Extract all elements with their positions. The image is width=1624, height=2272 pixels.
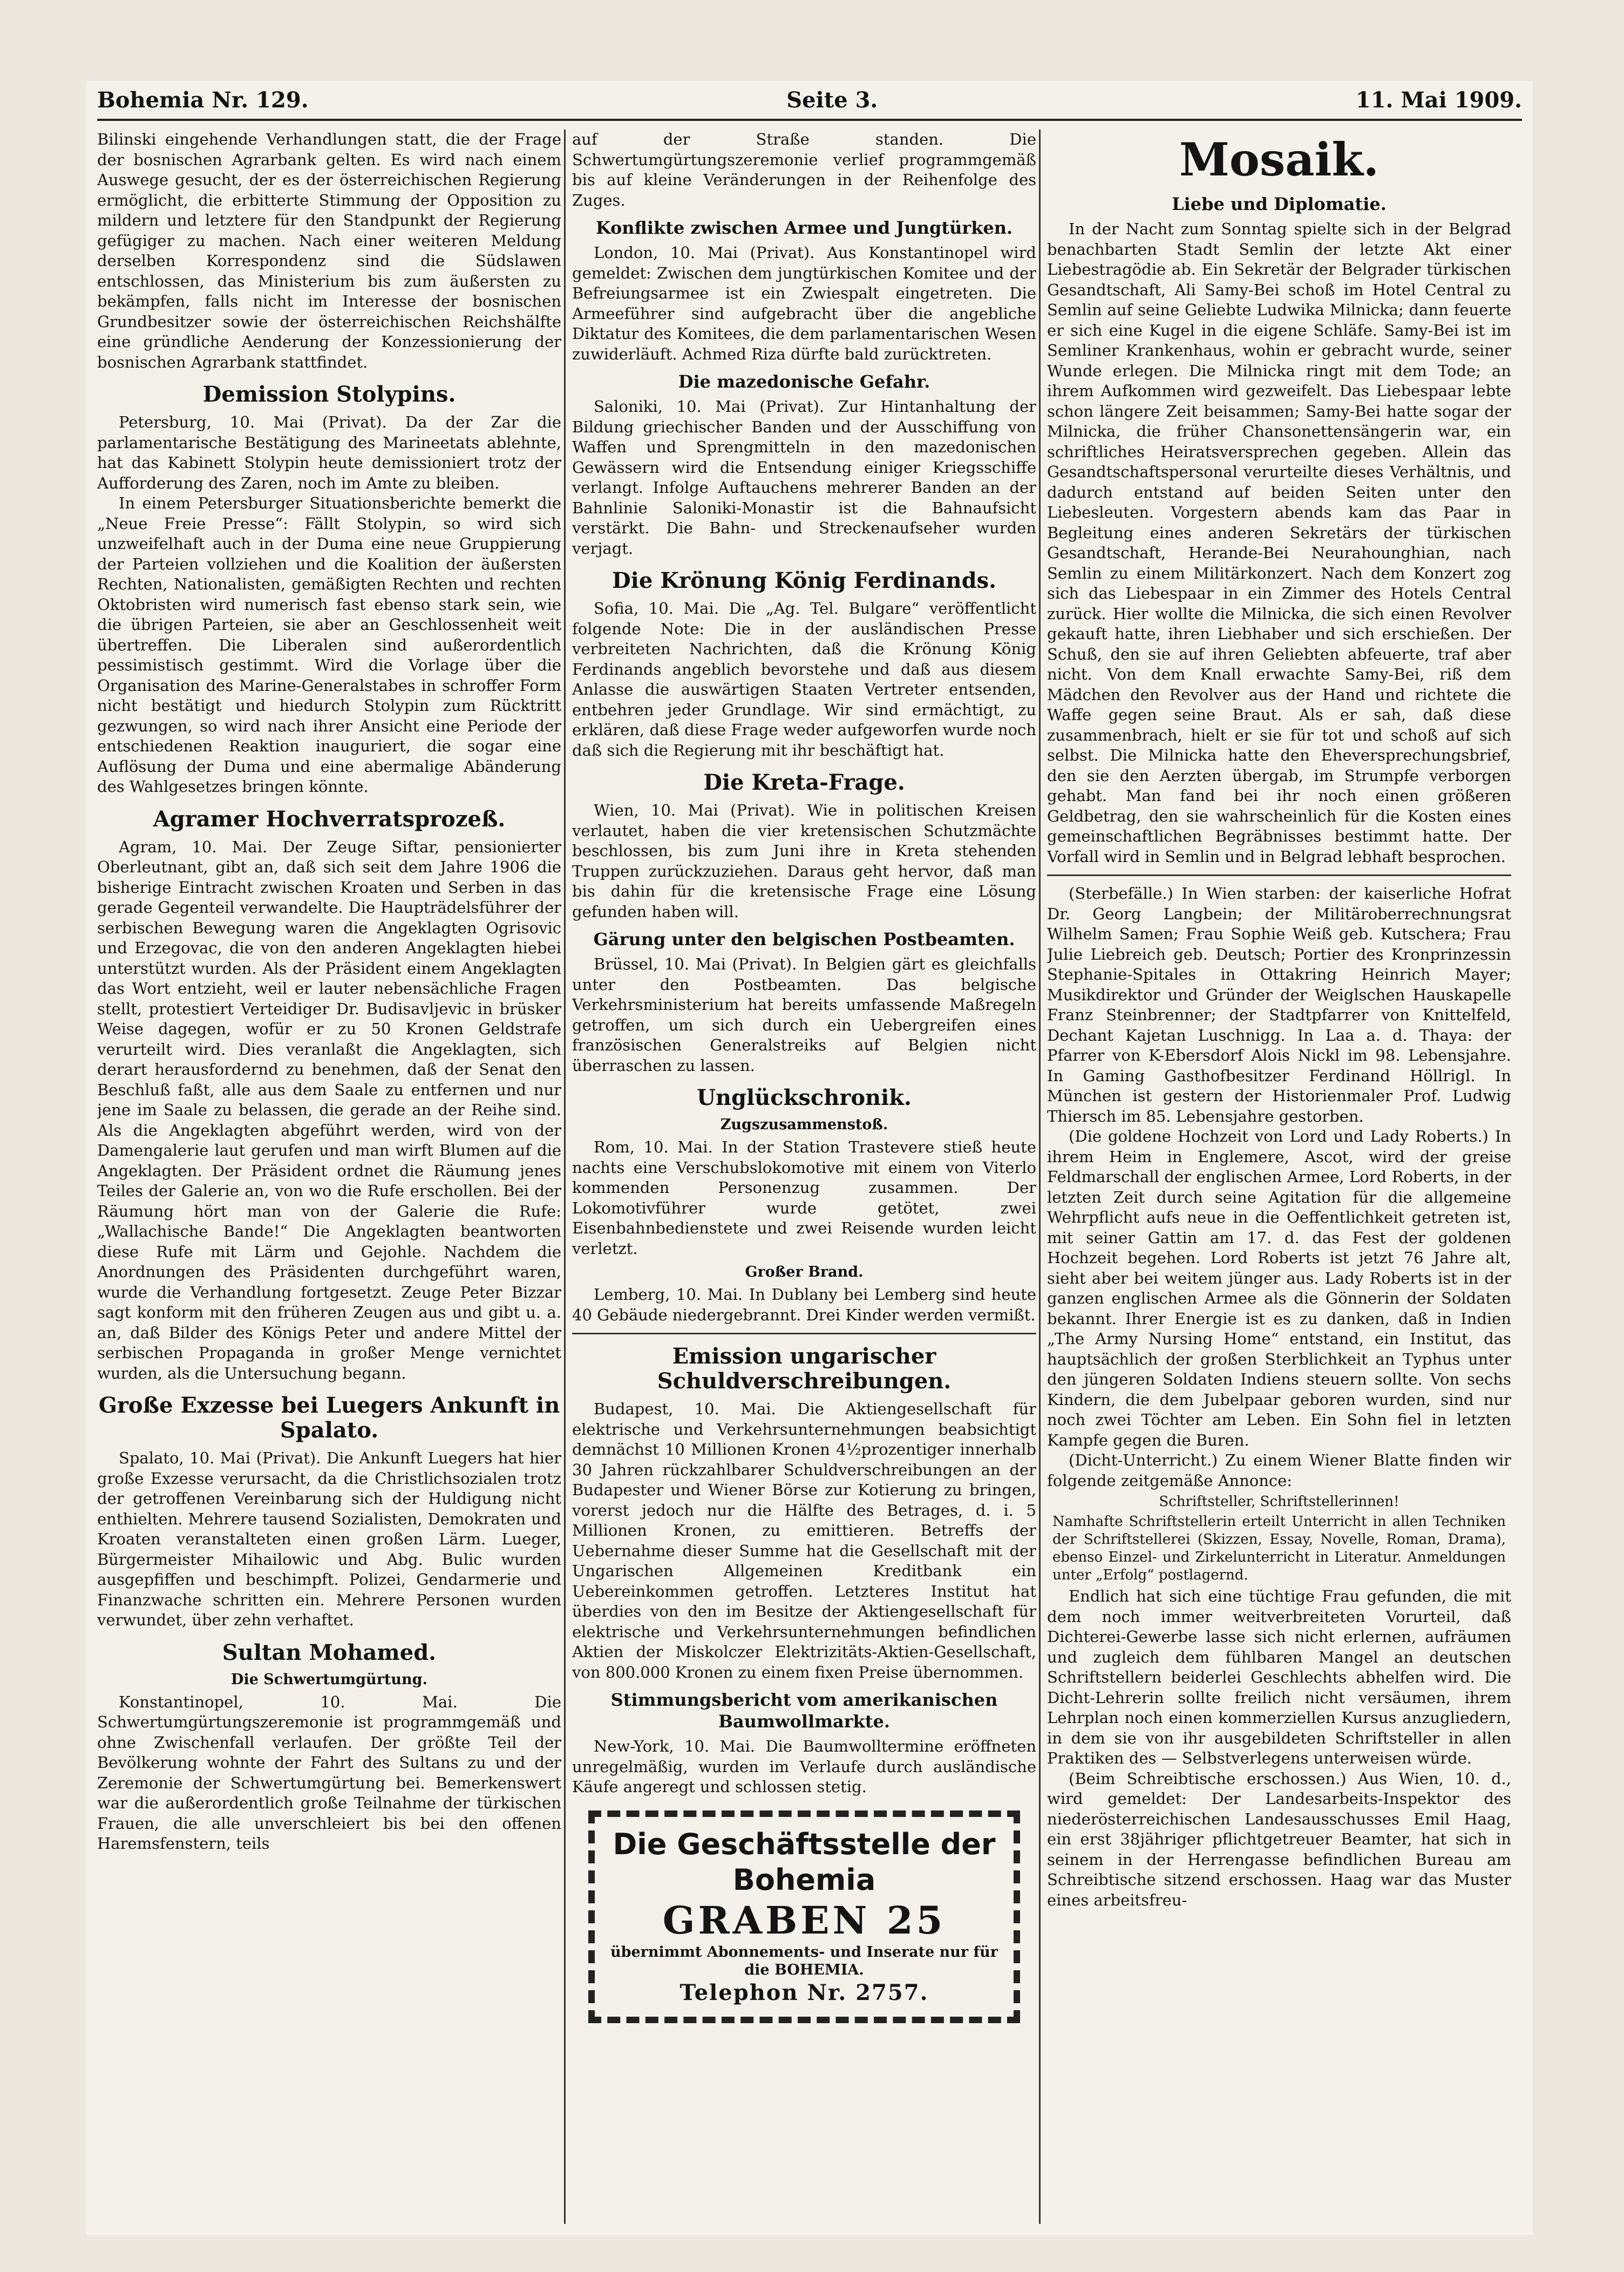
article-paragraph: Konstantinopel, 10. Mai. Die Schwertumgürtungszeremonie ist programmgemäß und ohne Zwischenfall verlaufen. Der größte Teil der Bevölkerung wohnte der Fahrt des Sultans zu und der Zeremonie der Schwertumgürtung bei. Bemerkenswert war die außerordentlich große Teilnahme der türkischen Frauen, die alle unverschleiert bis bei den offenen Haremsfenstern, teils [97, 1692, 561, 1853]
annonce-heading: Schriftsteller, Schriftstellerinnen! [1159, 1494, 1399, 1510]
subheadline-brand: Großer Brand. [745, 1264, 864, 1280]
headline-sultan: Sultan Mohamed. [222, 1639, 437, 1665]
article-paragraph: Endlich hat sich eine tüchtige Frau gefunden, die mit dem noch immer weitverbreiteten Vorurteil, daß Dichterei-Gewerbe lasse sich nicht erlernen, aufräumen und zugleich dem fühlbaren Mangel an deutschen Schriftstellern beiderlei Geschlechts abhelfen wird. Die Dicht-Lehrerin sollte freilich nicht versäumen, ihrem Lehrplan noch einen kommerziellen Kursus anzugliedern, in dem sie von ihr ausgebildeten Schriftsteller in allen Praktiken des — Selbstverlegens unterweisen würde. [1047, 1587, 1511, 1767]
article-paragraph: (Beim Schreibtische erschossen.) Aus Wien, 10. d., wird gemeldet: Der Landesarbeits-Inspektor des niederösterreichischen Landesausschusses Emil Haag, ein erst 38jähriger pflichtgetreuer Beamter, hat sich in seinem in der Herrengasse befindlichen Bureau am Schreibtische sitzend erschossen. Haag war das Muster eines arbeitsfreu- [1047, 1769, 1511, 1909]
headline-exzesse: Große Exzesse bei Luegers Ankunft in Spalato. [98, 1393, 560, 1443]
article-paragraph: Wien, 10. Mai (Privat). Wie in politischen Kreisen verlautet, haben die vier kretensischen Schutzmächte beschlossen, bis zum Juni ihre in Kreta stehenden Truppen zurückzuziehen. Daraus geht hervor, daß man bis dahin für die kretensische Frage eine Lösung gefunden haben will. [572, 801, 1036, 921]
headline-baumwolle: Stimmungsbericht vom amerikanischen Baumwollmarkte. [610, 1690, 998, 1732]
article-paragraph: Spalato, 10. Mai (Privat). Die Ankunft Luegers hat hier große Exzesse verursacht, da die Christlichsozialen trotz der getroffenen Vereinbarung sich der Huldigung nicht enthielten. Mehrere tausend Sozialisten, Demokraten und Kroaten veranstalteten einen großen Lärm. Lueger, Bürgermeister Mihailowic und Abg. Bulic wurden ausgepfiffen und beschimpft. Polizei, Gendarmerie und Finanzwache schritten ein. Mehrere Personen wurden verwundet, über zehn verhaftet. [97, 1449, 561, 1629]
subheadline-zug: Zugszusammenstoß. [720, 1116, 888, 1133]
article-paragraph: Budapest, 10. Mai. Die Aktiengesellschaft für elektrische und Verkehrsunternehmungen beabsichtigt demnächst 10 Millionen Kronen 4½prozentiger innerhalb 30 Jahren rückzahlbarer Schuldverschreibungen an der Budapester und Wiener Börse zur Kotierung zu bringen, vorerst jedoch nur die Hälfte des Betrages, d. i. 5 Millionen Kronen, zu emittieren. Betreffs der Uebernahme dieser Summe hat die Gesellschaft mit der Ungarischen Allgemeinen Kreditbank ein Uebereinkommen getroffen. Letzteres Institut hat überdies von den im Besitze der Aktiengesellschaft für elektrische und Verkehrsunternehmungen befindlichen Aktien der Miskolczer Elektrizitäts-Aktien-Gesellschaft, von 800.000 Kronen zu einem fixen Preise übernommen. [572, 1400, 1036, 1681]
headline-liebe: Liebe und Diplomatie. [1172, 194, 1387, 214]
article-paragraph: In einem Petersburger Situationsberichte bemerkt die „Neue Freie Presse“: Fällt Stolypin, so wird sich unzweifelhaft auch in der Duma eine neue Gruppierung der Parteien vollziehen und die Koalition der äußersten Rechten, Nationalisten, gemäßigten Rechten und rechten Oktobristen wird numerisch fast ebenso stark sein, wie die übrigen Parteien, sie aber an Geschlossenheit weit übertreffen. Die Liberalen sind außerordentlich pessimistisch gestimmt. Wird die Vorlage über die Organisation des Marine-Generalstabes in schroffer Form nicht bestätigt und hiedurch Stolypin zum Rücktritt gezwungen, so wird nach ihrer Ansicht eine Periode der entschiedenen Reaktion inauguriert, die sogar eine Auflösung der Duma und eine abermalige Abänderung des Wahlgesetzes bringen könnte. [97, 494, 561, 796]
article-paragraph: (Sterbefälle.) In Wien starben: der kaiserliche Hofrat Dr. Georg Langbein; der Militäroberrechnungsrat Wilhelm Samen; Frau Sophie Weiß geb. Kutschera; Frau Julie Liebreich geb. Deutsch; Portier des Kronprinzessin Stephanie-Spitales in Ottakring Heinrich Mayer; Musikdirektor und Gründer der Weiglschen Hauskapelle Franz Steinbrenner; der Stadtpfarrer von Knittelfeld, Dechant Kajetan Luschnigg. In Laa a. d. Thaya: der Pfarrer von K-Ebersdorf Alois Nickl im 98. Lebensjahre. In Gaming Gasthofbesitzer Ferdinand Höllrigl. In München ist gestern der Historienmaler Prof. Ludwig Thiersch im 85. Lebensjahre gestorben. [1047, 884, 1511, 1125]
headline-kreta: Die Kreta-Frage. [703, 770, 905, 795]
article-paragraph: Saloniki, 10. Mai (Privat). Zur Hintanhaltung der Bildung griechischer Banden und der Ausschiffung von Waffen und Sprengmitteln in den mazedonischen Gewässern wird die Entsendung einiger Kriegsschiffe verlangt. Infolge Auftauchens mehrerer Banden an der Bahnlinie Saloniki-Monastir ist die Bahnaufsicht verstärkt. Die Bahn- und Streckenaufseher wurden verjagt. [572, 397, 1036, 558]
article-continuation: Bilinski eingehende Verhandlungen statt, die der Frage der bosnischen Agrarbank gelten. Es wird nach einem Auswege gesucht, der es der österreichischen Regierung ermöglicht, die erbitterte Stimmung der Opposition zu mildern und letztere für den Standpunkt der Regierung gefügiger zu machen. Nach einer weiteren Meldung derselben Korrespondenz sind die Südslawen entschlossen, das Ministerium bis zum äußersten zu bekämpfen, falls nicht im Interesse der bosnischen Grundbesitzer sowie der österreichischen Reichshälfte eine gründliche Aenderung der Konzessionierung der bosnischen Agrarbank stattfindet. [97, 130, 561, 371]
column-3 [1047, 130, 1511, 2224]
ad-line-title: Die Geschäftsstelle der Bohemia [613, 1827, 996, 1897]
article-paragraph: (Die goldene Hochzeit von Lord und Lady Roberts.) In ihrem Heim in Englemere, Ascot, wird der greise Feldmarschall der englischen Armee, Lord Roberts, in der letzten Zeit durch seine Agitation für die allgemeine Wehrpflicht aufs neue in die Oeffentlichkeit getreten ist, mit seiner Gattin am 17. d. das Fest der goldenen Hochzeit begehen. Lord Roberts ist jetzt 76 Jahre alt, sieht aber bei weitem jünger aus. Lady Roberts ist in der ganzen englischen Armee als die Gönnerin der Soldaten bekannt. Ihrer Energie ist es zu danken, daß in Indien „The Army Nursing Home“ entstand, ein Institut, das hauptsächlich der großen Sterblichkeit an Typhus unter den jüngeren Soldaten Indiens steuern sollte. Von sechs Kindern, die dem Jubelpaar geboren wurden, sind nur noch zwei Töchter am Leben. Ein Sohn fiel in letzten Kampfe gegen die Buren. [1047, 1127, 1511, 1449]
column-2 [572, 130, 1036, 2224]
annonce-text: Namhafte Schriftstellerin erteilt Unterricht in allen Techniken der Schriftstellerei (Skizzen, Essay, Novelle, Roman, Drama), ebenso Einzel- und Zirkelunterricht in Literatur. Anmeldungen unter „Erfolg“ postlagernd. [1052, 1514, 1506, 1583]
article-paragraph: Sofia, 10. Mai. Die „Ag. Tel. Bulgare“ veröffentlicht folgende Note: Die in der ausländischen Presse verbreiteten Nachrichten, daß die Krönung König Ferdinands angeblich bevorstehe und daß aus diesem Anlasse die auswärtigen Staaten Vertreter entsenden, entbehren jeder Grundlage. Wir sind ermächtigt, zu erklären, daß diese Frage weder aufgeworfen wurde noch daß sich die Regierung mit ihr beschäftigt hat. [572, 599, 1036, 759]
headline-kroenung: Die Krönung König Ferdinands. [611, 568, 997, 593]
page-number: Seite 3. [786, 87, 878, 113]
article-paragraph: (Dicht-Unterricht.) Zu einem Wiener Blatte finden wir folgende zeitgemäße Annonce: [1047, 1451, 1511, 1490]
column-divider [564, 130, 566, 2224]
issue-number: Bohemia Nr. 129. [97, 87, 309, 113]
article-paragraph: Brüssel, 10. Mai (Privat). In Belgien gärt es gleichfalls unter den Postbeamten. Das belgische Verkehrsministerium hat bereits umfassende Maßregeln getroffen, um sich durch ein Uebergreifen eines französischen Generalstreiks auf Belgien nicht überraschen zu lassen. [572, 955, 1036, 1075]
newspaper-page [86, 81, 1533, 2235]
headline-emission: Emission ungarischer Schuldverschreibungen. [657, 1344, 952, 1394]
column-1 [97, 130, 561, 2224]
column-divider [1039, 130, 1041, 2224]
section-masthead-mosaik: Mosaik. [1179, 133, 1380, 186]
advertisement-box [588, 1810, 1020, 2023]
running-head [97, 81, 1522, 121]
article-paragraph: In der Nacht zum Sonntag spielte sich in der Belgrad benachbarten Stadt Semlin der letzte Akt einer Liebestragödie ab. Ein Sekretär der Belgrader türkischen Gesandtschaft, Ali Samy-Bei schoß im Hotel Central zu Semlin auf seine Geliebte Ludwika Milnicka; dann feuerte er sich eine Kugel in die eigene Schläfe. Samy-Bei ist im Semliner Krankenhaus, wohin er gebracht wurde, seiner Wunde erlegen. Die Milnicka ringt mit dem Tode; an ihrem Aufkommen wird gezweifelt. Das Liebespaar lebte schon längere Zeit beisammen; Samy-Bei hatte sogar der Milnicka, die früher Chansonettensängerin war, ein schriftliches Heiratsversprechen gegeben. Allein das Gesandtschaftspersonal verurteilte dieses Verhältnis, und dadurch entstand auf beiden Seiten unter den Liebesleuten. Vorgestern abends kam das Paar in Begleitung eines anderen Sekretärs der türkischen Gesandtschaft, Herande-Bei Neurahounghian, nach Semlin zu einem Militärkonzert. Nach dem Konzert zog sich das Liebespaar in ein Zimmer des Hotels Central zurück. Hier wollte die Milnicka, die sich einen Revolver gekauft hatte, ihren Liebhaber und sich erschießen. Der Schuß, den sie auf ihren Geliebten abfeuerte, traf aber nicht. Von dem Knall erwachte Samy-Bei, riß dem Mädchen den Revolver aus der Hand und richtete die Waffe gegen seine Braut. Als er sah, daß diese zusammenbrach, hielt er sie für tot und schoß auf sich selbst. Die Milnicka hatte den Eheversprechungsbrief, den sie den Aerzten übergab, im Strumpfe verborgen gehabt. Man fand bei ihr noch einen größeren Geldbetrag, den sie wahrscheinlich für die Kosten eines gemeinschaftlichen Begräbnisses bestimmt hatte. Der Vorfall wird in Semlin und in Belgrad lebhaft besprochen. [1047, 220, 1511, 866]
article-continuation: auf der Straße standen. Die Schwertumgürtungszeremonie verlief programmgemäß bis auf kleine Veränderungen in der Reihenfolge des Zuges. [572, 130, 1036, 209]
headline-demission: Demission Stolypins. [202, 382, 456, 407]
ad-line-address: GRABEN 25 [662, 1897, 946, 1943]
ad-line-phone: Telephon Nr. 2757. [680, 1979, 929, 2005]
article-paragraph: Agram, 10. Mai. Der Zeuge Siftar, pensionierter Oberleutnant, gibt an, daß sich seit dem Jahre 1906 die bisherige Eintracht zwischen Kroaten und Serben in das gerade Gegenteil verwandelte. Die Haupträdelsführer der serbischen Bewegung waren die Angeklagten Ogrisovic und Erzegovac, die von den anderen Angeklagten hiebei unterstützt wurden. Als der Präsident einem Angeklagten das Wort entzieht, weil er lauter nebensächliche Fragen stellt, protestiert Verteidiger Dr. Budisavljevic in brüsker Weise dagegen, wofür er zu 50 Kronen Geldstrafe verurteilt wird. Dies veranlaßt die Angeklagten, sich derart herausfordernd zu benehmen, daß der Senat den Beschluß faßt, alle aus dem Saale zu entfernen und nur jene im Saale zu belassen, die gerade an der Reihe sind. Als die Angeklagten abgeführt werden, wird von der Damengalerie laut gerufen und man wirft Blumen auf die Angeklagten. Der Präsident ordnet die Räumung jenes Teiles der Galerie an, von wo die Rufe erschollen. Bei der Räumung hört man von der Galerie die Rufe: „Wallachische Bande!“ Die Angeklagten beantworten diese Rufe mit Lärm und Gejohle. Nachdem die Anordnungen des Präsidenten durchgeführt waren, wurde die Verhandlung fortgesetzt. Zeuge Peter Bizzar sagt konform mit den früheren Zeugen aus und gibt u. a. an, daß Bilder des Königs Peter und andere Mittel der serbischen Propaganda in großer Menge vernichtet wurden, als die Untersuchung begann. [97, 837, 561, 1382]
headline-unglueck: Unglückschronik. [697, 1085, 912, 1110]
headline-mazedon: Die mazedonische Gefahr. [678, 371, 930, 392]
section-rule [572, 1333, 1036, 1334]
headline-konflikte: Konflikte zwischen Armee und Jungtürken. [595, 218, 1013, 238]
section-rule [1047, 874, 1511, 876]
article-paragraph: Lemberg, 10. Mai. In Dublany bei Lemberg sind heute 40 Gebäude niedergebrannt. Drei Kinder werden vermißt. [572, 1285, 1036, 1324]
subheadline-schwert: Die Schwertumgürtung. [231, 1671, 427, 1688]
article-paragraph: Rom, 10. Mai. In der Station Trastevere stieß heute nachts eine Verschubslokomotive mit einem von Viterlo kommenden Personenzug zusammen. Der Lokomotivführer wurde getötet, zwei Eisenbahnbedienstete und zwei Reisende wurden leicht verletzt. [572, 1138, 1036, 1258]
headline-gaerung: Gärung unter den belgischen Postbeamten. [593, 929, 1015, 950]
article-paragraph: Petersburg, 10. Mai (Privat). Da der Zar die parlamentarische Bestätigung des Marineetats ablehnte, hat das Kabinett Stolypin heute demissioniert trotz der Aufforderung des Zaren, noch im Amte zu bleiben. [97, 413, 561, 492]
article-paragraph: London, 10. Mai (Privat). Aus Konstantinopel wird gemeldet: Zwischen dem jungtürkischen Komitee und der Befreiungsarmee ist ein Zwiespalt eingetreten. Die Armeeführer sind aufgebracht über die angebliche Diktatur des Komitees, die dem parlamentarischen Wesen zuwiderläuft. Achmed Riza dürfte bald zurücktreten. [572, 243, 1036, 363]
ad-line-note: übernimmt Abonnements- und Inserate nur für die BOHEMIA. [610, 1943, 998, 1978]
headline-agram: Agramer Hochverratsprozeß. [153, 806, 506, 832]
issue-date: 11. Mai 1909. [1355, 87, 1522, 113]
article-paragraph: New-York, 10. Mai. Die Baumwolltermine eröffneten unregelmäßig, wurden im Verlaufe durch ausländische Käufe angeregt und schlossen stetig. [572, 1737, 1036, 1796]
